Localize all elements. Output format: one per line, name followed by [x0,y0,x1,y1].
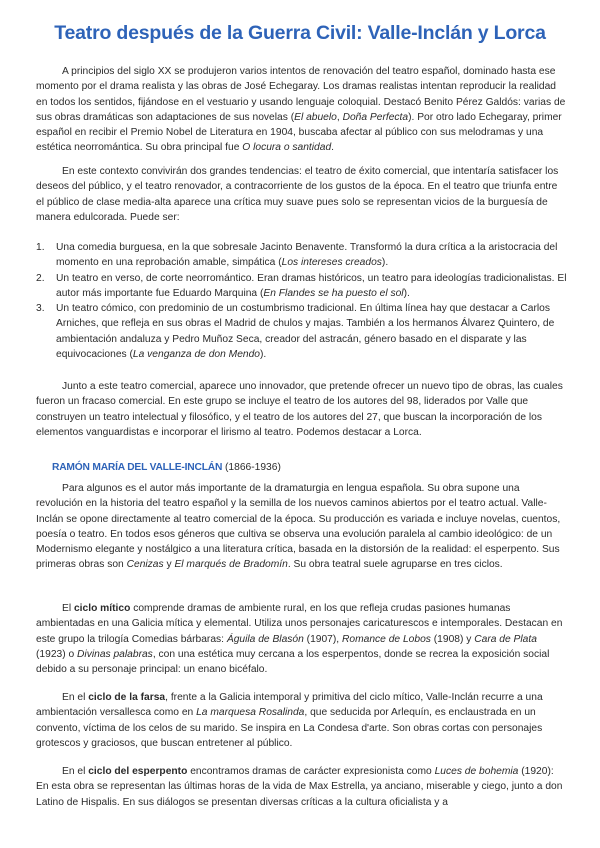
work-title: La marquesa Rosalinda [196,707,305,719]
work-title: Cenizas [126,559,164,571]
work-title: Los intereses creados [281,257,382,269]
work-title: Cara de Plata [474,633,537,645]
work-title: En Flandes se ha puesto el sol [263,287,404,299]
bold-term: ciclo de la farsa [88,692,166,703]
list-item: 1. Una comedia burguesa, en la que sobresale Jacinto Benavente. Transformó la dura crítica a la aristocracia del momento en una reprobación amable, simpática (Los intereses creados). [36,242,558,269]
list-item: 3. Un teatro cómico, con predominio de un costumbrismo tradicional. En última línea hay que destacar a Carlos Arniches, que refleja en sus obras el Madrid de chulos y majas. También a los hermanos Álvarez Quintero, de ambientación andaluza y Pedro Muñoz Seca, creador del astracán, género basado en el disparate y las equivocaciones (La venganza de don Mendo). [36,303,555,361]
work-title: Divinas palabras [77,648,153,660]
work-title: Doña Perfecta [342,111,409,123]
paragraph-ciclo-mitico: El ciclo mítico comprende dramas de ambiente rural, en los que refleja crudas pasiones humanas ambientadas en una Galicia mítica y elemental. Utiliza unos personajes caricaturescos e intemporales. Destacan en este grupo la trilogía Comedias bárbaras: Águila de Blasón (1907), Romance de Lobos (1908) y Cara de Plata (1923) o Divinas palabras, con una estética muy cercana a los esperpentos, donde se recrea la exposición social debido a su personaje principal: un enano bicéfalo. [36,603,563,676]
section-heading: RAMÓN MARÍA DEL VALLE-INCLÁN (1866-1936) [52,462,281,473]
list-item: 2. Un teatro en verso, de corte neorromántico. Eran dramas históricos, un teatro para ideologías tradicionalistas. El autor más importante fue Eduardo Marquina (En Flandes se ha puesto el sol). [36,272,567,299]
work-title: El abuelo [294,111,337,123]
work-title: La venganza de don Mendo [132,349,261,361]
paragraph-valle: Para algunos es el autor más importante de la dramaturgia en lengua española. Su obra supone una revolución en la historia del teatro español y la semilla de los nuevos caminos abiertos por el teatro actual. Valle-Inclán se opone directamente al teatro comercial de la época. Su producción es variada e incluye novelas, cuentos, poesía o teatro. En todos esos géneros que cultiva se observa una evolución paralela al cambio ideológico: de un Modernismo elegante y nostálgico a una literatura crítica, basada en la distorsión de la realidad: el esperpento. Sus primeras obras son Cenizas y El marqués de Bradomín. Su obra teatral suele agruparse en tres ciclos. [36,483,561,571]
work-title: Águila de Blasón [226,633,304,645]
work-title: El marqués de Bradomín [174,559,288,571]
paragraph-ciclo-farsa: En el ciclo de la farsa, frente a la Galicia intemporal y primitiva del ciclo mítico, Valle-Inclán recurre a una ambientación versallesca como en La marquesa Rosalinda, que seducida por Arlequín, es enclaustrada en un convento, víctima de los celos de su marido. Se inspira en La Condesa d'arte. Son obras cortas con personajes grotescos y graciosos, que buscan entretener al público. [36,692,543,749]
theatre-types-list [36,240,568,362]
work-title: Luces de bohemia [434,766,519,777]
paragraph-innovative: Junto a este teatro comercial, aparece uno innovador, que pretende ofrecer un nuevo tipo de obras, las cuales fueron un fracaso comercial. En este grupo se incluye el teatro de los autores del 98, liderados por Valle que construyen un teatro intelectual y filosófico, y el teatro de los autores del 27, que buscan la incorporación de los elementos vanguardistas e incorporar el lirismo al teatro. Podemos destacar a Lorca. [36,381,563,438]
paragraph-intro: A principios del siglo XX se produjeron varios intentos de renovación del teatro español, dominado hasta ese momento por el drama realista y las obras de José Echegaray. Los dramas realistas intentan reproducir la realidad en todos los sentidos, fijándose en el vestuario y usando lenguaje coloquial. Destacó Benito Pérez Galdós: varias de sus obras dramáticas son adaptaciones de sus novelas (El abuelo, Doña Perfecta). Por otro lado Echegaray, primer español en recibir el Premio Nobel de Literatura en 1904, buscaba afectar al público con sus melodramas y una estética neorromántica. Su obra principal fue O locura o santidad. [36,66,566,154]
bold-term: ciclo del esperpento [88,766,188,777]
bold-term: ciclo mítico [73,603,131,614]
work-title: O locura o santidad [242,142,332,154]
paragraph-ciclo-esperpento: En el ciclo del esperpento encontramos dramas de carácter expresionista como Luces de bohemia (1920): En esta obra se representan las últimas horas de la vida de Max Estrella, ya anciano, miserable y ciego, junto a don Latino de Hispalis. En sus diálogos se presentan diversas críticas a la cultura oficialista y a [36,766,563,808]
work-title: Romance de Lobos [342,633,431,645]
page-title: Teatro después de la Guerra Civil: Valle-Inclán y Lorca [54,22,546,44]
paragraph-tendencies: En este contexto convivirán dos grandes tendencias: el teatro de éxito comercial, que intentaría satisfacer los deseos del público, y el teatro renovador, a contracorriente de los gustos de la época. En el teatro que triunfa entre el público de clase media-alta aparece una crítica muy suave pues solo se representan vicios de la burguesía de manera edulcorada. Puede ser: [36,166,559,223]
